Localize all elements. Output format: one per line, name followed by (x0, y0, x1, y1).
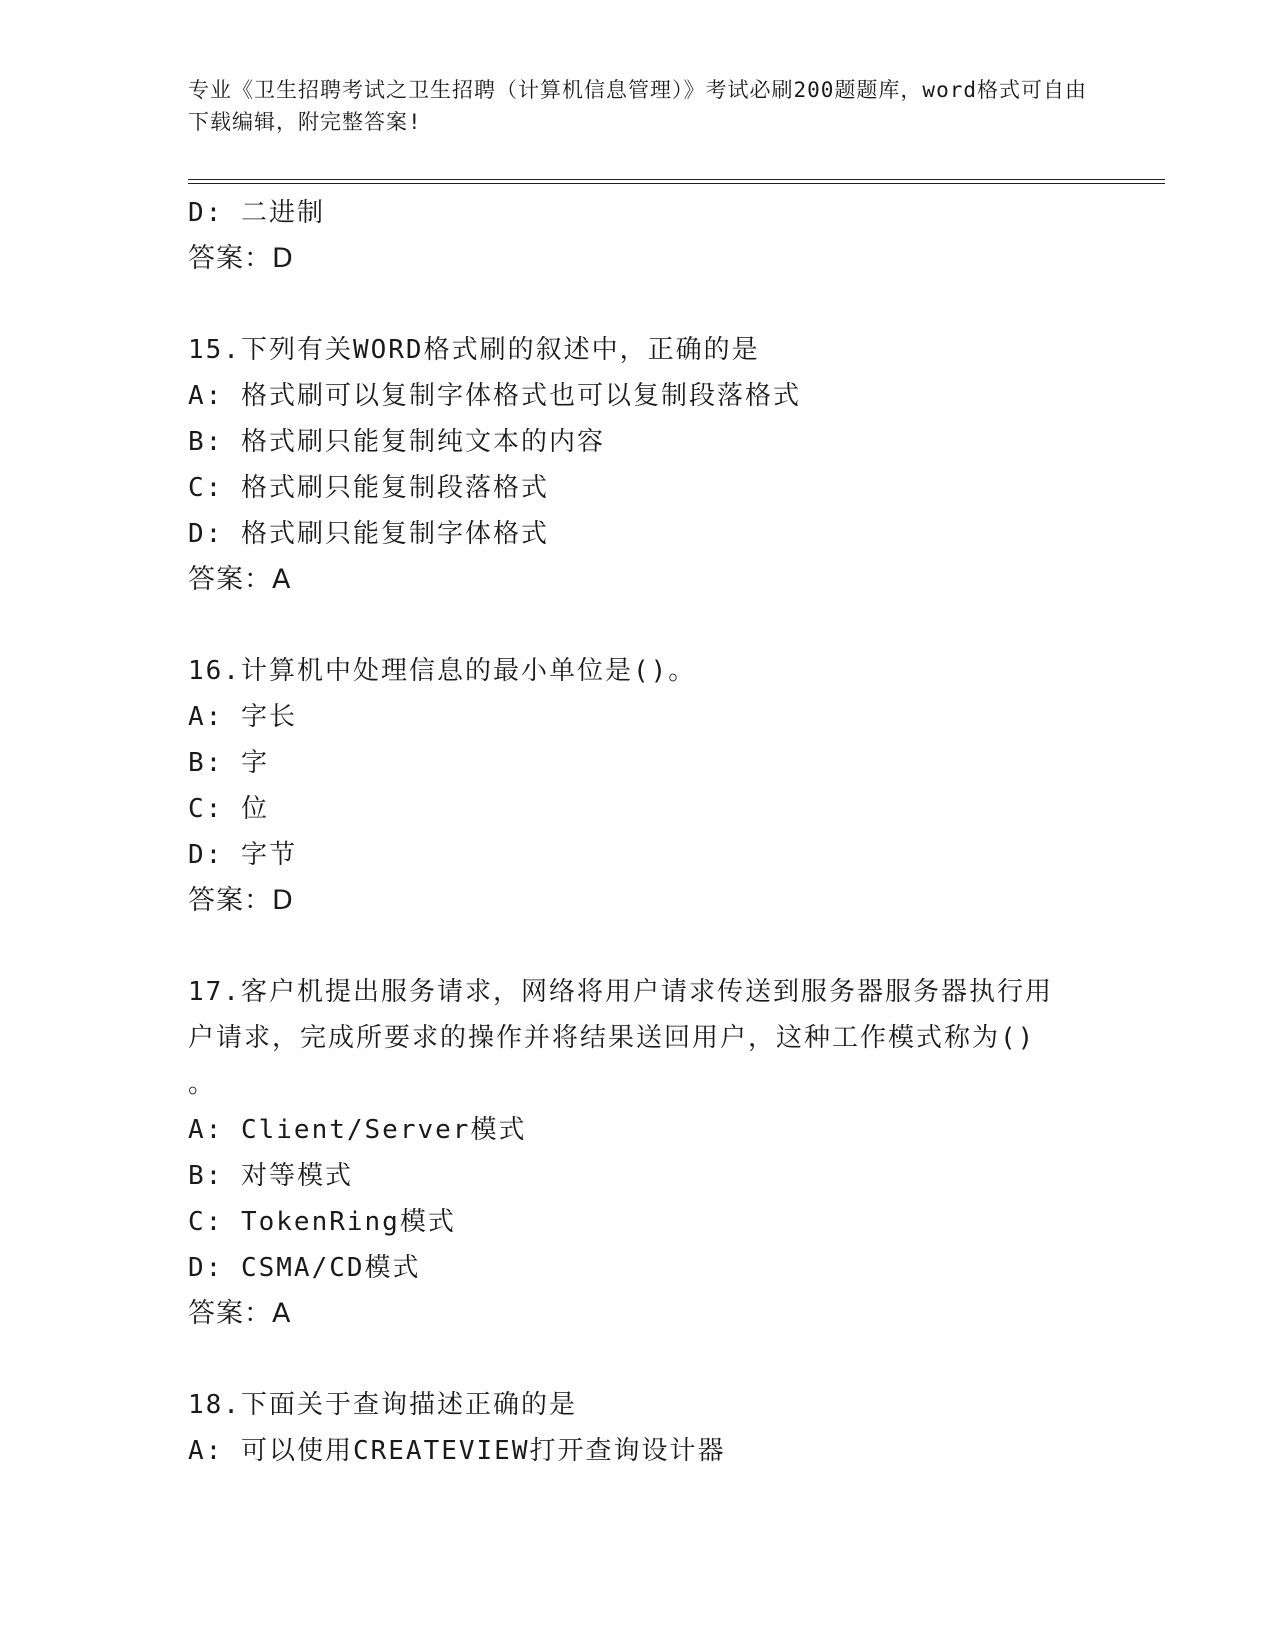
question-16-stem: 16.计算机中处理信息的最小单位是()。 (188, 656, 697, 686)
question-content (188, 190, 1088, 1474)
question-16-option-c: C: 位 (188, 794, 269, 824)
prev-answer: 答案：D (188, 243, 294, 274)
question-15-option-c: C: 格式刷只能复制段落格式 (188, 473, 549, 503)
question-15-answer: 答案：A (188, 564, 292, 595)
question-17-option-a: A: Client/Server模式 (188, 1115, 527, 1145)
question-15-option-a: A: 格式刷可以复制字体格式也可以复制段落格式 (188, 381, 801, 411)
question-16-option-b: B: 字 (188, 748, 269, 778)
question-15-option-d: D: 格式刷只能复制字体格式 (188, 519, 549, 549)
question-17-stem-line-1: 17.客户机提出服务请求，网络将用户请求传送到服务器服务器执行用 (188, 977, 1053, 1007)
question-17-option-c: C: TokenRing模式 (188, 1207, 456, 1237)
question-17-option-b: B: 对等模式 (188, 1161, 353, 1191)
question-16-answer: 答案：D (188, 885, 294, 916)
question-18-option-a: A: 可以使用CREATEVIEW打开查询设计器 (188, 1436, 726, 1466)
question-17-stem-line-2: 户请求，完成所要求的操作并将结果送回用户，这种工作模式称为() (188, 1023, 1036, 1053)
spacer (188, 603, 1088, 648)
header-divider (188, 179, 1165, 184)
prev-option-d: D: 二进制 (188, 198, 325, 228)
question-16-option-a: A: 字长 (188, 702, 297, 732)
question-18-stem: 18.下面关于查询描述正确的是 (188, 1390, 577, 1420)
question-15-stem: 15.下列有关WORD格式刷的叙述中，正确的是 (188, 335, 760, 365)
question-16-option-d: D: 字节 (188, 840, 297, 870)
question-17-answer: 答案：A (188, 1298, 292, 1329)
spacer (188, 282, 1088, 327)
question-17-stem-line-3: 。 (188, 1069, 217, 1099)
question-17-option-d: D: CSMA/CD模式 (188, 1253, 421, 1283)
spacer (188, 1337, 1088, 1382)
question-15-option-b: B: 格式刷只能复制纯文本的内容 (188, 427, 605, 457)
spacer (188, 924, 1088, 969)
document-header: 专业《卫生招聘考试之卫生招聘（计算机信息管理）》考试必刷200题题库，word格式可自由下载编辑，附完整答案! (188, 78, 1087, 134)
